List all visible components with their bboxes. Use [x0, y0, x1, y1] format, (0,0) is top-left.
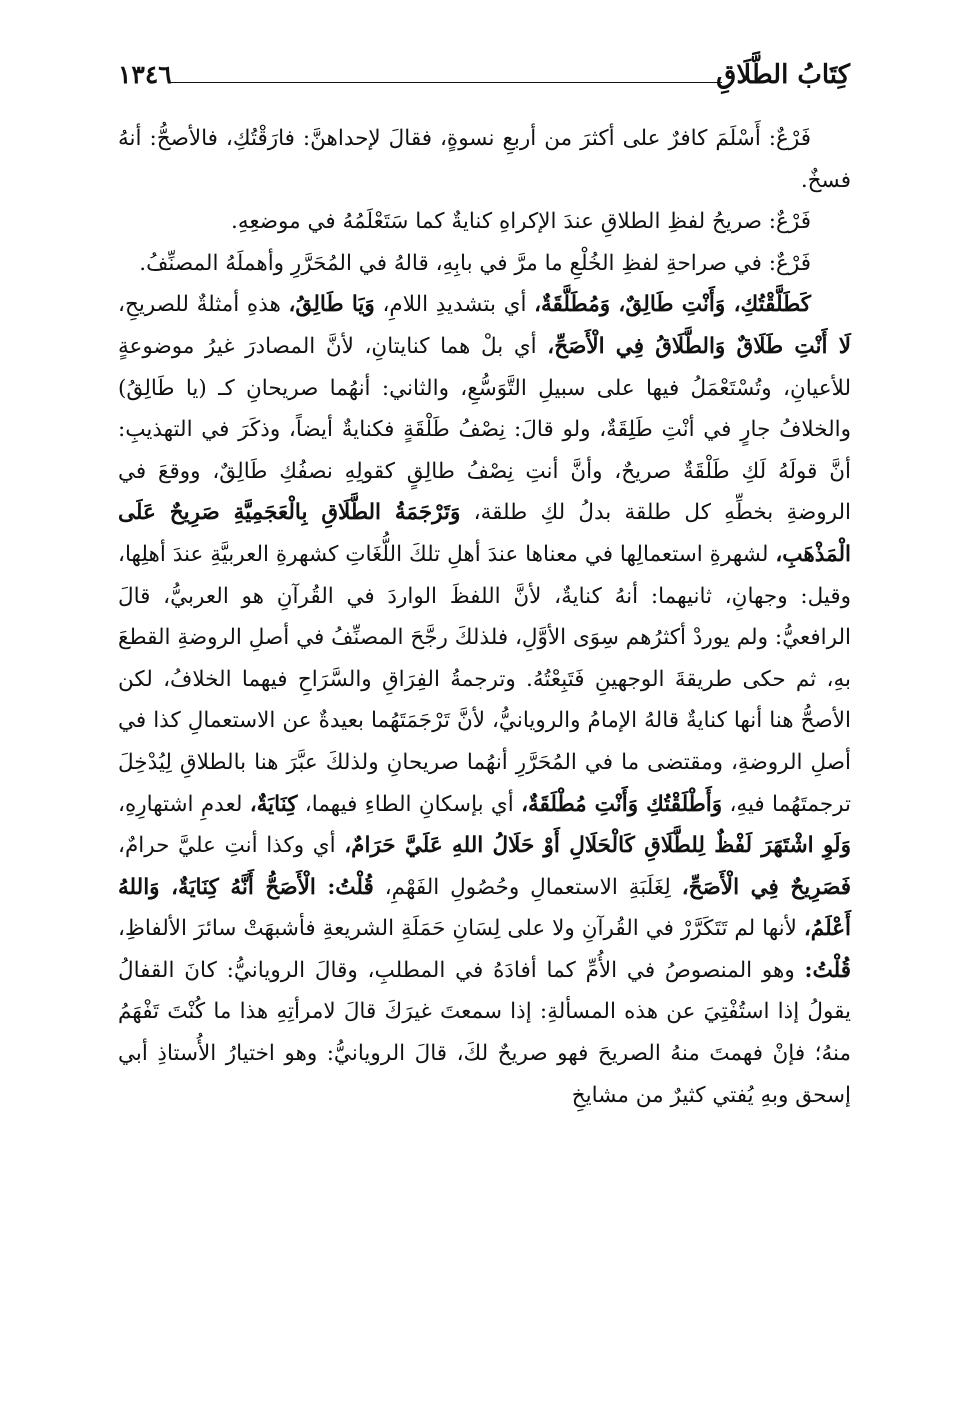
matn-text: فَصَرِيحٌ فِي الْأَصَحِّ، [681, 874, 852, 900]
commentary-text: لشهرةِ استعمالِها في معناها عندَ أهلِ تلكَ اللُّغَاتِ كشهرةِ العربيَّةِ عندَ أهلِها، وقيل: وجهانِ، ثانيهما: أنهُ كنايةٌ، لأنَّ اللفظَ الواردَ في القُرآنِ هو العربيُّ، قالَ الرافعيُّ: ولم يوردْ أكثرُهم سِوَى الأوَّلِ، فلذلكَ رجَّحَ المصنِّفُ في أصلِ الروضةِ القطعَ بهِ، ثم حكى طريقةَ الوجهينِ فَتَبِعْتُهُ. وترجمةُ الفِرَاقِ والسَّرَاحِ فيهما الخلافُ، لكن الأصحُّ هنا أنها كنايةٌ قالهُ الإمامُ والرويانيُّ، لأنَّ تَرْجَمَتَهُما بعيدةٌ عن الاستعمالِ كذا في أصلِ الروضةِ، ومقتضى ما في المُحَرَّرِ أنهُما صريحانِ ولذلكَ عبَّرَ هنا بالطلاقِ لِيُدْخِلَ ترجمتَهُما فيهِ، [118, 541, 851, 817]
commentary-text: فَرْعٌ: [768, 250, 811, 276]
running-title: كِتَابُ الطَّلَاقِ [716, 60, 850, 90]
commentary-text: أي بإسكانِ الطاءِ فيهما، [297, 791, 522, 817]
commentary-text: أي بلْ هما كنايتانِ، لأنَّ المصادرَ غيرُ موضوعةٍ للأعيانِ، وتُسْتَعْمَلُ فيها على سبيلِ التَّوَسُّعِ، والثاني: أنهُما صريحانِ كـ (يا طَالِقُ) والخلافُ جارٍ في أنْتِ طَلِقَةٌ، ولو قالَ: نِصْفُ طَلْقَةٍ فكنايةٌ أيضاً، وذكَرَ في التهذيبِ: أنَّ قولَهُ لَكِ طَلْقَةٌ صريحٌ، وأنَّ أنتِ نِصْفُ طالِقٍ كقولِهِ نصفُكِ طَالِقٌ، ووقعَ في الروضةِ بخطِّهِ كل طلقة بدلُ لكِ طلقة، [118, 333, 852, 526]
commentary-text: وهو المنصوصُ في الأُمِّ كما أفادَهُ في المطلبِ، وقالَ الرويانيُّ: كانَ القفالُ يقولُ إذا استُفْتِيَ عن هذه المسألةِ: إذا سمعتَ غيرَكَ قالَ لامرأتِهِ هذا ما كُنْتَ تَفْهَمُ منهُ؛ فإنْ فهمتَ منهُ الصريحَ فهو صريحٌ لكَ، قالَ الرويانيُّ: وهو اختيارُ الأُستاذِ أبي إسحق وبهِ يُفتي كثيرٌ من مشايخِ [118, 957, 851, 1108]
paragraph [118, 243, 851, 285]
matn-text: كَطَلَّقْتُكِ، وَأَنْتِ طَالِقٌ، وَمُطَلَّقَةٌ، [534, 292, 811, 318]
matn-text: لَا أَنْتِ طَلَاقٌ وَالطَّلَاقُ فِي الْأَصَحِّ، [547, 333, 851, 359]
matn-text: وَيَا طَالِقُ، [288, 292, 375, 318]
header-rule [170, 82, 722, 83]
commentary-text: أي وكذا أنتِ عليَّ حرامٌ، [118, 833, 345, 859]
commentary-text: في صراحةِ لفظِ الخُلْعِ ما مرَّ في بابِهِ، قالهُ في المُحَرَّرِ وأهملَهُ المصنِّفُ. [139, 250, 769, 276]
paragraph [118, 284, 851, 1116]
commentary-text: صريحُ لفظِ الطلاقِ عندَ الإكراهِ كنايةٌ كما سَتَعْلَمُهُ في موضعِهِ. [231, 209, 769, 235]
matn-text: وَأَطْلَقْتُكِ وَأَنْتِ مُطْلَقَةٌ، [521, 791, 723, 817]
paragraph [118, 118, 851, 201]
commentary-text: لِغَلَبَةِ الاستعمالِ وحُصُولِ الفَهْمِ، [373, 874, 682, 900]
page-body [118, 118, 851, 1116]
commentary-text: لأنها لم تَتَكَرَّرْ في القُرآنِ ولا على لِسَانِ حَمَلَةِ الشريعةِ فأشبهَتْ سائرَ الألفاظِ، [118, 916, 804, 942]
commentary-text: فَرْعٌ: [768, 126, 811, 151]
commentary-text: فَرْعٌ: [768, 209, 811, 235]
matn-text: وَتَرْجَمَةُ الطَّلَاقِ بِالْعَجَمِيَّةِ صَرِيحٌ عَلَى الْمَذْهَبِ، [118, 500, 851, 567]
matn-text: وَلَوِ اشْتَهَرَ لَفْظٌ لِلطَّلَاقِ كَالْحَلَالِ أَوْ حَلَالُ اللهِ عَلَيَّ حَرَامٌ، [344, 833, 851, 859]
page-number: ١٣٤٦ [118, 60, 172, 89]
paragraph [118, 201, 851, 243]
commentary-text: لعدمِ اشتهارِهِ، [118, 791, 250, 817]
page-header [118, 58, 850, 98]
commentary-text: أي بتشديدِ اللامِ، [374, 292, 535, 318]
matn-text: كِنَايَةٌ، [249, 791, 298, 817]
commentary-text: هذهِ أمثلةٌ للصريحِ، [118, 292, 289, 318]
matn-text: قُلْتُ: [804, 957, 851, 983]
commentary-text: أَسْلَمَ كافرٌ على أكثرَ من أربعِ نسوةٍ، فقالَ لإحداهنَّ: فارَقْتُكِ، فالأصحُّ: أنهُ فسخٌ. [118, 126, 851, 193]
matn-text: قُلْتُ: الْأَصَحُّ أَنَّهُ كِنَايَةٌ، وَاللهُ أَعْلَمُ، [118, 874, 851, 942]
